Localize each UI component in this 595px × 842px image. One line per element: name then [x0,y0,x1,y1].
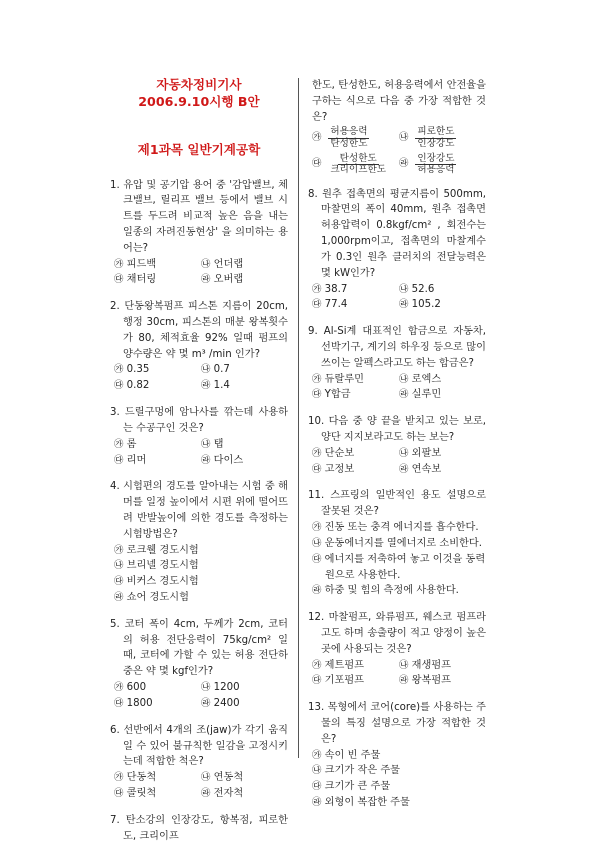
option[interactable] [114,543,288,559]
subject-heading: 제1과목 일반기계공학 [137,142,261,157]
option-mark: ㉱ [201,697,211,709]
option-text: 하중 및 힘의 측정에 사용한다. [324,585,459,597]
option-mark: ㉯ [114,560,124,572]
option[interactable] [312,795,486,811]
option-mark: ㉮ [312,132,322,144]
option[interactable] [114,696,201,712]
option[interactable] [201,378,288,394]
option-text: 진동 또는 충격 에너지를 흡수한다. [324,522,479,534]
option-text: 1800 [126,697,153,709]
option-list [308,282,486,314]
question-text: 한도, 탄성한도, 허용응력에서 안전율을 구하는 식으로 다음 중 가장 적합한 것은? [312,80,486,123]
denominator: 크리이프한도 [330,164,386,176]
question [110,813,288,842]
option[interactable] [399,658,486,674]
question [308,610,486,689]
option[interactable] [312,127,399,149]
option-text: 듀랄루민 [324,373,365,385]
option[interactable] [399,282,486,298]
option-mark: ㉰ [312,299,322,311]
fraction [328,154,388,176]
option-mark: ㉱ [201,454,211,466]
option-mark: ㉰ [312,675,322,687]
option-mark: ㉱ [201,274,211,286]
question [308,414,486,477]
option-text: 외형이 복잡한 주물 [324,797,410,809]
option[interactable] [312,748,486,764]
option[interactable] [114,453,201,469]
option-mark: ㉯ [312,765,322,777]
numerator: 허용응력 [330,126,368,138]
option-list [110,770,288,802]
question [308,488,486,599]
option-text: 탭 [213,438,224,450]
question-text: 6. 선반에서 4개의 조(jaw)가 각기 움직일 수 있어 불규칙한 일감을 고정시키는데 적합한 척은? [110,724,288,768]
option[interactable] [201,696,288,712]
question-7-continued [308,78,486,176]
option[interactable] [312,520,486,536]
option[interactable] [114,680,201,696]
question-text: 1. 유압 및 공기압 용어 중 '감압밸브, 체크밸브, 릴리프 밸브 등에서 밸브 시트를 두드려 비교적 높은 음을 내는 일종의 자려진동현상' 을 의미하는 용어는? [110,179,288,254]
option[interactable] [399,154,486,176]
question-text: 11. 스프링의 일반적인 용도 설명으로 잘못된 것은? [308,490,486,518]
option[interactable] [399,297,486,313]
exam-date: 2006.9.10시행 B안 [138,94,260,109]
option-mark: ㉰ [114,380,124,392]
option[interactable] [312,446,399,462]
option-mark: ㉮ [114,682,124,694]
option-text: 실루민 [411,389,442,401]
option-mark: ㉱ [312,585,322,597]
option-text: 연동척 [213,772,244,784]
option-mark: ㉰ [312,463,322,475]
right-column [308,78,486,822]
option-text: 1.4 [213,380,230,392]
denominator: 인장강도 [417,137,455,149]
option-text: 브리넬 경도시험 [126,560,199,572]
option[interactable] [201,453,288,469]
option-mark: ㉱ [399,675,409,687]
question-text: 5. 코터 폭이 4cm, 두께가 2cm, 코터의 허용 전단응력이 75kg/cm² 일 때, 코터에 가할 수 있는 허용 전단하중은 약 몇 kgf인가? [110,618,288,678]
option-text: 운동에너지를 열에너지로 소비한다. [324,537,482,549]
option-mark: ㉰ [114,697,124,709]
option-mark: ㉯ [399,373,409,385]
option-list [110,257,288,289]
option[interactable] [201,680,288,696]
option-mark: ㉮ [114,544,124,556]
option-text: 2400 [213,697,240,709]
option-text: 에너지를 저축하여 놓고 이것을 동력원으로 사용한다. [324,553,486,581]
question [308,324,486,403]
option[interactable] [312,763,486,779]
option[interactable] [312,536,486,552]
question-text: 2. 단동왕복펌프 피스톤 지름이 20cm, 행정 30cm, 피스톤의 매분 왕복횟수가 80, 체적효율 92% 일때 펌프의 양수량은 약 몇 m³ /min 인가? [110,301,288,360]
option-mark: ㉯ [399,283,409,295]
right-question-list [308,187,486,811]
option-text: 크기가 큰 주물 [324,781,391,793]
option-mark: ㉮ [312,283,322,295]
option[interactable] [114,770,201,786]
question [110,405,288,468]
option-list [308,372,486,404]
option-text: 속이 빈 주물 [324,749,381,761]
option[interactable] [312,552,486,584]
question [110,723,288,802]
option-text: 52.6 [411,283,435,295]
option-list [308,520,486,599]
option-mark: ㉮ [312,447,322,459]
question [110,178,288,289]
question-text: 8. 원추 접촉면의 평균지름이 500mm, 마찰면의 폭이 40mm, 원추 접촉면 허용압력이 0.8kgf/cm² , 회전수는 1,000rpm이고, 접촉면의 마찰계수가 0.3인 원추 클러치의 전달능력은 몇 kW인가? [308,188,486,279]
question-text: 12. 마찰펌프, 와류펌프, 웨스코 펌프라고도 하며 송출량이 적고 양정이 높은 곳에 사용되는 것은? [308,612,486,655]
question-text: 9. Al-Si계 대표적인 합금으로 자동차, 선박기구, 계기의 하우징 등으로 많이 쓰이는 알펙스라고도 하는 합금은? [308,326,486,369]
option-text: 전자척 [213,787,244,799]
option-mark: ㉯ [201,438,211,450]
option-text: 콜릿척 [126,787,157,799]
option-list [110,543,288,606]
option-text: 로엑스 [411,373,442,385]
option-text: 피드백 [126,258,157,270]
option[interactable] [114,437,201,453]
option[interactable] [201,362,288,378]
question [308,700,486,811]
option[interactable] [312,297,399,313]
option-mark: ㉰ [114,454,124,466]
option[interactable] [114,378,201,394]
option-mark: ㉮ [312,749,322,761]
exam-title: 자동차정비기사 [156,77,242,92]
option-mark: ㉯ [399,132,409,144]
option-text: 단순보 [324,447,355,459]
option-text: 오버랩 [213,274,244,286]
denominator: 허용응력 [417,164,455,176]
option-mark: ㉱ [312,797,322,809]
option[interactable] [114,272,201,288]
fraction [415,127,456,149]
option-text: 연속보 [411,463,442,475]
option-mark: ㉰ [114,274,124,286]
option-list [308,748,486,811]
option[interactable] [399,673,486,689]
option-text: 0.7 [213,364,230,376]
option-text: 롬 [126,438,137,450]
left-question-list [110,178,288,842]
option-mark: ㉯ [312,537,322,549]
option-mark: ㉮ [312,659,322,671]
numerator: 피로한도 [417,126,455,138]
question [110,479,288,606]
option-text: 언더랩 [213,258,244,270]
option-list [110,437,288,469]
option-mark: ㉮ [312,373,322,385]
denominator: 탄성한도 [330,137,368,149]
option-mark: ㉱ [399,158,409,170]
option-text: 기포펌프 [324,675,365,687]
question-text: 13. 목형에서 코어(core)를 사용하는 주물의 특징 설명으로 가장 적합한 것은? [308,702,486,745]
option-text: 리머 [126,454,147,466]
option-mark: ㉮ [312,522,322,534]
option[interactable] [201,786,288,802]
option-text: 채터링 [126,274,157,286]
option[interactable] [312,583,486,599]
option-mark: ㉮ [114,364,124,376]
option-mark: ㉰ [312,553,322,565]
option[interactable] [114,362,201,378]
option-mark: ㉮ [114,438,124,450]
option-text: 38.7 [324,283,348,295]
fraction-options [308,127,486,175]
fraction [328,127,369,149]
option-list [308,658,486,690]
option-text: 왕복펌프 [411,675,452,687]
option-mark: ㉱ [114,592,124,604]
option-text: 쇼어 경도시험 [126,592,189,604]
option-mark: ㉰ [312,389,322,401]
option[interactable] [201,437,288,453]
option[interactable] [312,282,399,298]
option[interactable] [114,257,201,273]
option-list [110,680,288,712]
option-list [110,362,288,394]
option-mark: ㉱ [399,463,409,475]
option[interactable] [114,590,288,606]
fraction [415,154,456,176]
option-text: 0.82 [126,380,150,392]
option-text: 단동척 [126,772,157,784]
option-mark: ㉯ [201,258,211,270]
option-mark: ㉱ [201,380,211,392]
question-text: 4. 시험편의 경도를 알아내는 시험 중 해머를 일정 높이에서 시편 위에 떨어뜨려 반발높이에 의한 경도를 측정하는 시험방법은? [110,481,288,540]
option[interactable] [312,779,486,795]
option-text: 1200 [213,682,240,694]
option[interactable] [201,257,288,273]
option-mark: ㉰ [114,576,124,588]
option[interactable] [312,658,399,674]
option[interactable] [312,154,399,176]
option-mark: ㉱ [399,389,409,401]
option[interactable] [399,446,486,462]
option-text: 105.2 [411,299,441,311]
option-text: 크기가 작은 주물 [324,765,401,777]
numerator: 인장강도 [417,152,455,164]
question-text: 10. 다음 중 양 끝을 받치고 있는 보로, 양단 지지보라고도 하는 보는? [308,416,486,443]
option-mark: ㉯ [201,682,211,694]
option-text: 외팔보 [411,447,442,459]
option[interactable] [399,387,486,403]
option-mark: ㉰ [312,158,322,170]
option-list [308,446,486,478]
numerator: 탄성한도 [339,152,377,164]
option[interactable] [399,462,486,478]
option-mark: ㉰ [312,781,322,793]
question-text: 3. 드릴구멍에 암나사를 깎는데 사용하는 수공구인 것은? [110,407,288,434]
option[interactable] [201,272,288,288]
option-text: Y합금 [324,389,351,401]
option[interactable] [114,558,288,574]
column-divider [298,78,299,758]
option-mark: ㉮ [114,772,124,784]
option-mark: ㉱ [201,787,211,799]
option-mark: ㉰ [114,787,124,799]
option-text: 비커스 경도시험 [126,576,199,588]
left-column [110,76,288,842]
option[interactable] [399,372,486,388]
option[interactable] [312,462,399,478]
option-text: 77.4 [324,299,348,311]
option[interactable] [312,372,399,388]
option-text: 재생펌프 [411,659,452,671]
option[interactable] [312,387,399,403]
option-mark: ㉯ [201,772,211,784]
question-text: 7. 탄소강의 인장강도, 항복점, 피로한도, 크리이프 [110,814,288,842]
option-text: 다이스 [213,454,244,466]
option-text: 0.35 [126,364,150,376]
option[interactable] [399,127,486,149]
option-text: 600 [126,682,147,694]
option[interactable] [114,574,288,590]
option-mark: ㉮ [114,258,124,270]
option-mark: ㉯ [399,659,409,671]
option[interactable] [114,786,201,802]
option-mark: ㉯ [399,447,409,459]
option[interactable] [312,673,399,689]
option-mark: ㉯ [201,364,211,376]
question [308,187,486,314]
option-text: 고정보 [324,463,355,475]
question [110,299,288,394]
option-text: 로크웰 경도시험 [126,544,199,556]
question [110,617,288,712]
option-text: 제트펌프 [324,659,365,671]
option-mark: ㉱ [399,299,409,311]
option[interactable] [201,770,288,786]
